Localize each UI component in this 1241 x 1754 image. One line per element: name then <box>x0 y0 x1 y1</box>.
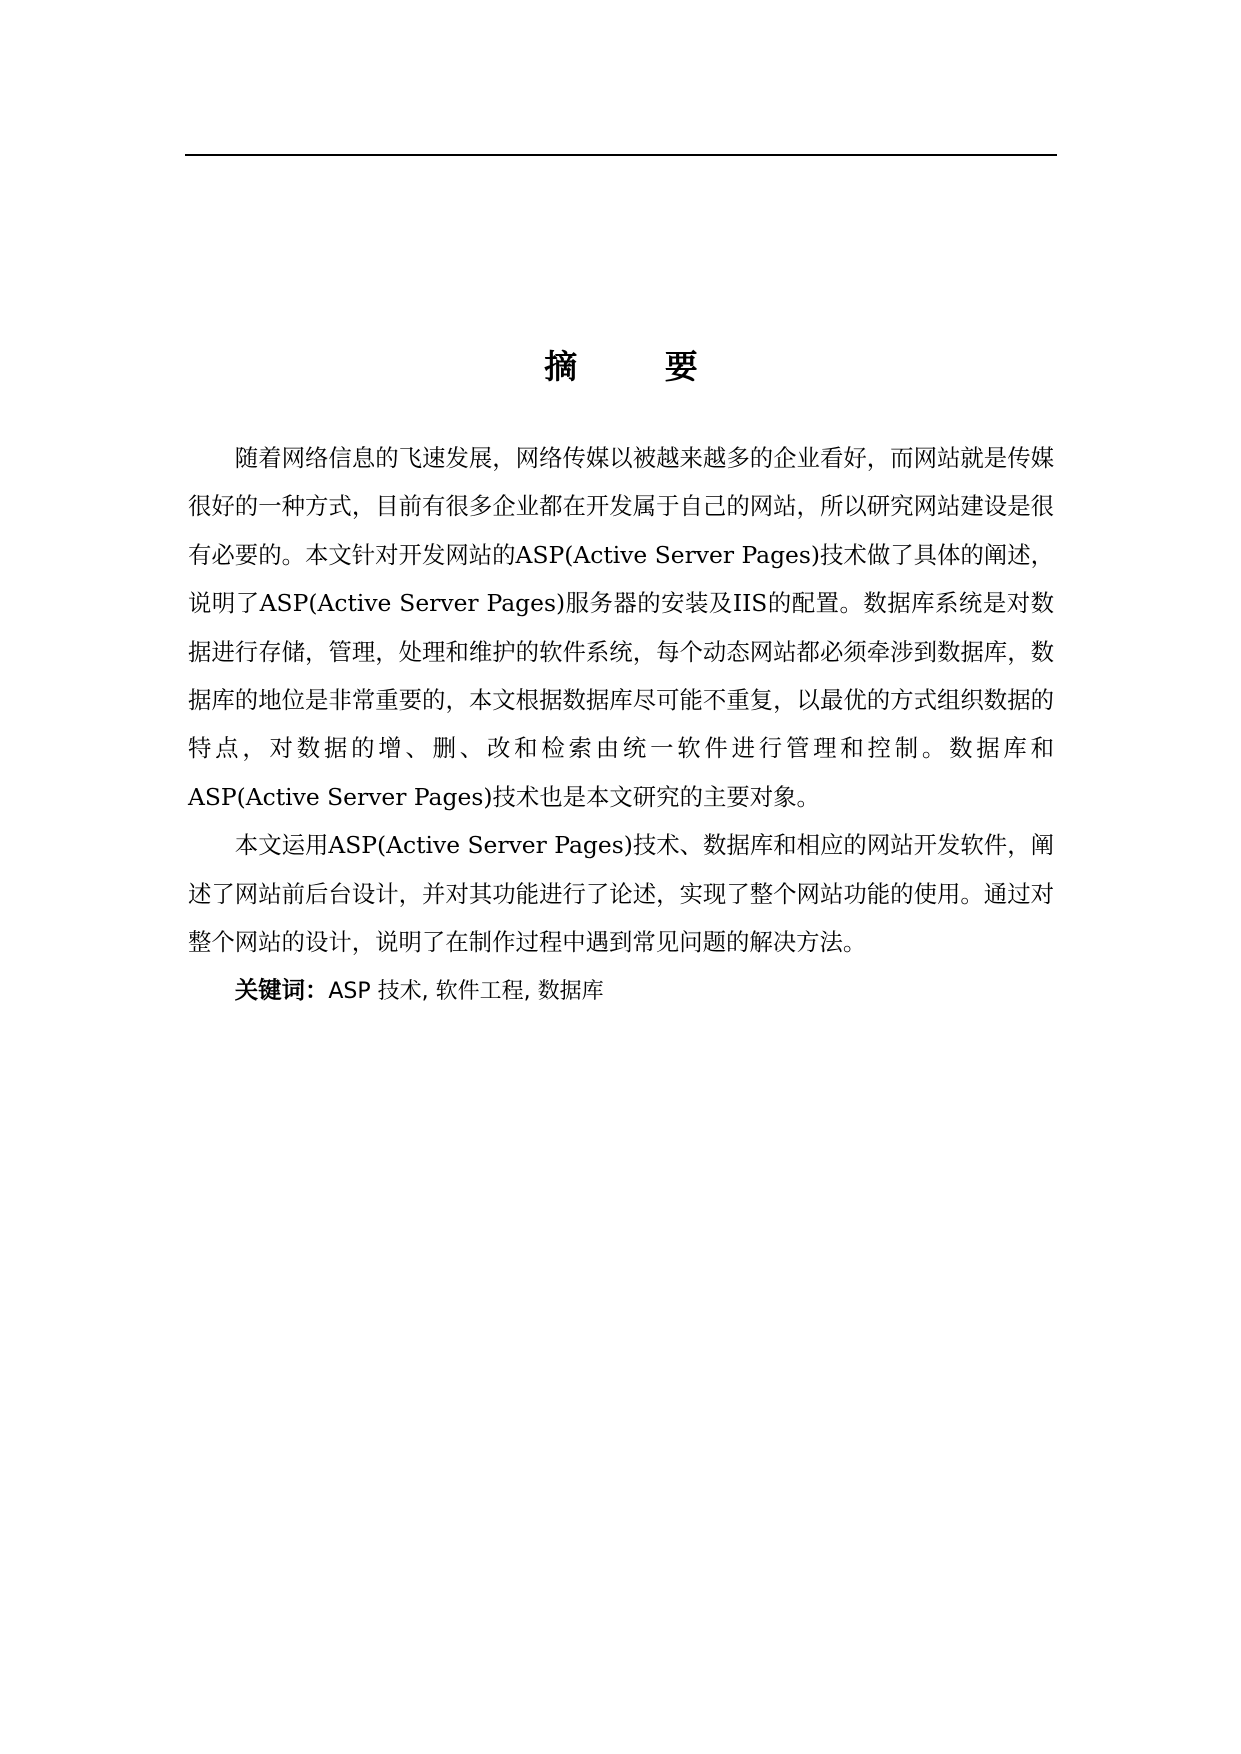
abstract-paragraph-1: 随着网络信息的飞速发展，网络传媒以被越来越多的企业看好，而网站就是传媒很好的一种方式，目前有很多企业都在开发属于自己的网站，所以研究网站建设是很有必要的。本文针对开发网站的ASP(Active Server Pages)技术做了具体的阐述，说明了ASP(Active Server Pages)服务器的安装及IIS的配置。数据库系统是对数据进行存储，管理，处理和维护的软件系统，每个动态网站都必须牵涉到数据库，数据库的地位是非常重要的，本文根据数据库尽可能不重复，以最优的方式组织数据的特点，对数据的增、删、改和检索由统一软件进行管理和控制。数据库和ASP(Active Server Pages)技术也是本文研究的主要对象。 <box>188 444 1054 811</box>
abstract-body <box>188 434 1054 1017</box>
keywords-line <box>188 966 1054 1016</box>
abstract-paragraph-2: 本文运用ASP(Active Server Pages)技术、数据库和相应的网站开发软件，阐述了网站前后台设计，并对其功能进行了论述，实现了整个网站功能的使用。通过对整个网站的设计，说明了在制作过程中遇到常见问题的解决方法。 <box>188 831 1054 957</box>
page-title: 摘 要 <box>544 347 736 386</box>
keywords-text: ASP 技术, 软件工程, 数据库 <box>328 979 604 1005</box>
keywords-label: 关键词： <box>234 976 329 1005</box>
header-rule <box>185 154 1057 156</box>
